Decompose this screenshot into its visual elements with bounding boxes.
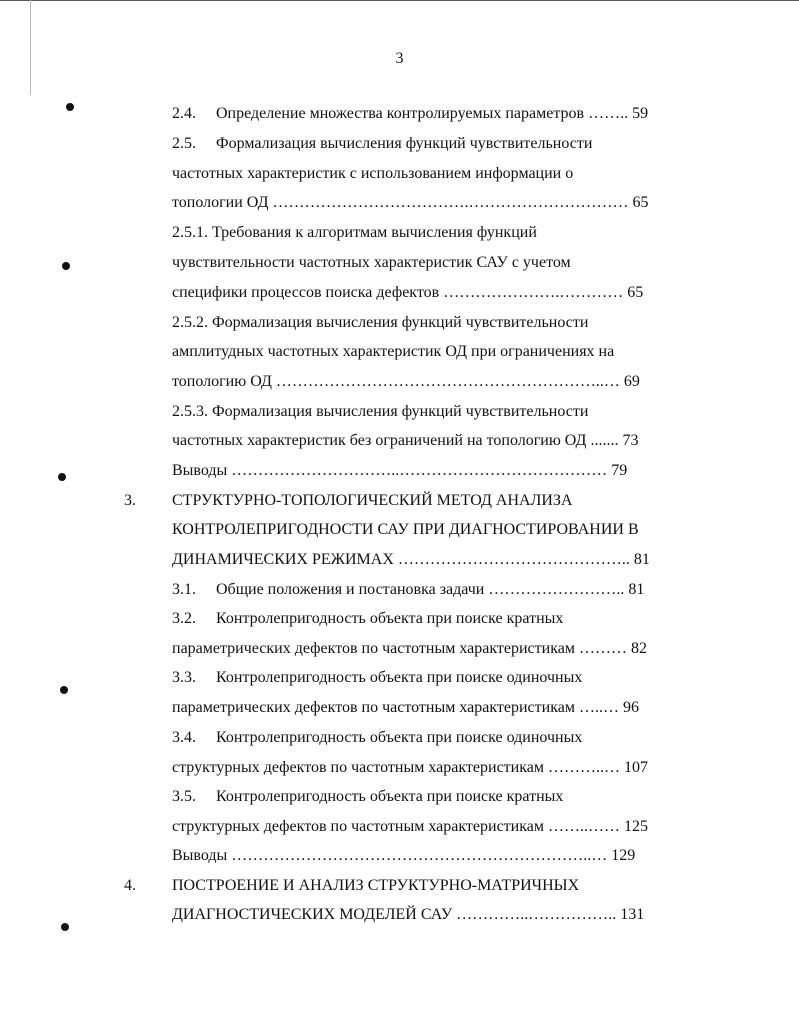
- toc-leader: …………..……………..: [456, 906, 617, 923]
- toc-title-line[interactable]: 2.5.1. Требования к алгоритмам вычисления функций: [172, 224, 537, 241]
- toc-leader: ……………………………………………………..…: [275, 373, 620, 390]
- toc-leader: ……………………………………..: [397, 551, 630, 568]
- hole-mark: [60, 686, 68, 694]
- toc-title-line[interactable]: Контролепригодность объекта при поиске одиночных: [216, 669, 583, 686]
- toc-number: 3.5.: [172, 788, 196, 805]
- toc-leader: ………………….…………: [443, 284, 624, 301]
- toc-title: ДИАГНОСТИЧЕСКИХ МОДЕЛЕЙ САУ: [172, 906, 453, 923]
- toc-page: 65: [632, 194, 649, 211]
- toc-entry-3-5[interactable]: [172, 817, 648, 837]
- toc-title: Выводы: [172, 847, 228, 864]
- toc-leader: ……………………..: [488, 581, 625, 598]
- toc-title: топологию ОД: [172, 373, 272, 390]
- toc-entry-chapter-4[interactable]: [172, 905, 644, 925]
- toc-page: 125: [623, 818, 648, 835]
- toc-entry-3-2[interactable]: [172, 639, 647, 659]
- toc-page: 131: [620, 906, 645, 923]
- toc-leader: ……..: [588, 105, 629, 122]
- toc-title-line[interactable]: СТРУКТУРНО-ТОПОЛОГИЧЕСКИЙ МЕТОД АНАЛИЗА: [172, 492, 573, 509]
- toc-page: 129: [611, 847, 636, 864]
- toc-title: структурных дефектов по частотным характеристикам: [172, 818, 544, 835]
- hole-mark: [66, 103, 74, 111]
- toc-title: топологии ОД: [172, 194, 269, 211]
- toc-title-line[interactable]: частотных характеристик с использованием информации о: [172, 165, 574, 182]
- toc-number: 2.5.: [172, 135, 196, 152]
- toc-title-line[interactable]: Формализация вычисления функций чувствительности: [216, 135, 593, 152]
- toc-entry-2-5-3[interactable]: [172, 431, 638, 451]
- toc-title-line[interactable]: 2.5.3. Формализация вычисления функций чувствительности: [172, 403, 589, 420]
- toc-leader: …..…: [578, 699, 619, 716]
- toc-entry-3-1[interactable]: [216, 580, 644, 600]
- toc-leader: ………: [578, 640, 627, 657]
- toc-title: Общие положения и постановка задачи: [216, 581, 485, 598]
- toc-title: Выводы: [172, 462, 228, 479]
- toc-title-line[interactable]: чувствительности частотных характеристик САУ с учетом: [172, 254, 571, 271]
- toc-title: параметрических дефектов по частотным характеристикам: [172, 699, 575, 716]
- toc-title: параметрических дефектов по частотным характеристикам: [172, 640, 575, 657]
- toc-number: 4.: [124, 877, 136, 894]
- toc-page: 79: [611, 462, 628, 479]
- toc-page: 81: [628, 581, 645, 598]
- toc-title-line[interactable]: Контролепригодность объекта при поиске кратных: [216, 610, 564, 627]
- scan-top-border: [0, 0, 799, 1]
- toc-number: 3.2.: [172, 610, 196, 627]
- toc-entry-conclusions-3[interactable]: [172, 846, 635, 866]
- toc-title-line[interactable]: КОНТРОЛЕПРИГОДНОСТИ САУ ПРИ ДИАГНОСТИРОВАНИИ В: [172, 521, 639, 538]
- toc-leader: ………..…: [547, 759, 620, 776]
- hole-mark: [61, 923, 69, 931]
- toc-title-line[interactable]: Контролепригодность объекта при поиске кратных: [216, 788, 564, 805]
- page-number: 3: [395, 50, 404, 67]
- toc-number: 3.3.: [172, 669, 196, 686]
- toc-leader: ……..……: [547, 818, 620, 835]
- toc-leader: …………………………..…………………………………: [231, 462, 608, 479]
- toc-entry-2-4[interactable]: [216, 104, 648, 124]
- toc-page: 107: [623, 759, 648, 776]
- toc-number: 3.: [124, 492, 136, 509]
- toc-leader: …………………………………………………………..…: [231, 847, 608, 864]
- toc-entry-2-5-2[interactable]: [172, 372, 640, 392]
- toc-page: 82: [630, 640, 647, 657]
- toc-number: 3.1.: [172, 581, 196, 598]
- toc-title-line[interactable]: ПОСТРОЕНИЕ И АНАЛИЗ СТРУКТУРНО-МАТРИЧНЫХ: [172, 877, 580, 894]
- toc-title: ДИНАМИЧЕСКИХ РЕЖИМАХ: [172, 551, 394, 568]
- toc-entry-3-3[interactable]: [172, 698, 639, 718]
- hole-mark: [62, 262, 70, 270]
- toc-title-line[interactable]: Контролепригодность объекта при поиске одиночных: [216, 729, 583, 746]
- toc-page: 73: [622, 432, 639, 449]
- hole-mark: [58, 473, 66, 481]
- toc-title-line[interactable]: амплитудных частотных характеристик ОД при ограничениях на: [172, 343, 615, 360]
- toc-page: 59: [632, 105, 649, 122]
- toc-title: Определение множества контролируемых параметров: [216, 105, 585, 122]
- toc-title: частотных характеристик без ограничений на топологию ОД: [172, 432, 587, 449]
- toc-title: специфики процессов поиска дефектов: [172, 284, 440, 301]
- toc-title-line[interactable]: 2.5.2. Формализация вычисления функций чувствительности: [172, 314, 589, 331]
- toc-page: 81: [633, 551, 650, 568]
- toc-number: 2.4.: [172, 105, 196, 122]
- toc-title: структурных дефектов по частотным характеристикам: [172, 759, 544, 776]
- toc-page: 65: [627, 284, 644, 301]
- toc-page: 69: [623, 373, 640, 390]
- toc-entry-conclusions-2[interactable]: [172, 461, 627, 481]
- toc-number: 3.4.: [172, 729, 196, 746]
- toc-entry-2-5[interactable]: [172, 193, 648, 213]
- scan-left-border: [30, 0, 31, 95]
- toc-leader: .......: [590, 432, 619, 449]
- toc-leader: ……………………………….…………………………: [272, 194, 629, 211]
- toc-entry-2-5-1[interactable]: [172, 283, 643, 303]
- toc-page: 96: [622, 699, 639, 716]
- toc-entry-3-4[interactable]: [172, 758, 648, 778]
- toc-entry-chapter-3[interactable]: [172, 550, 650, 570]
